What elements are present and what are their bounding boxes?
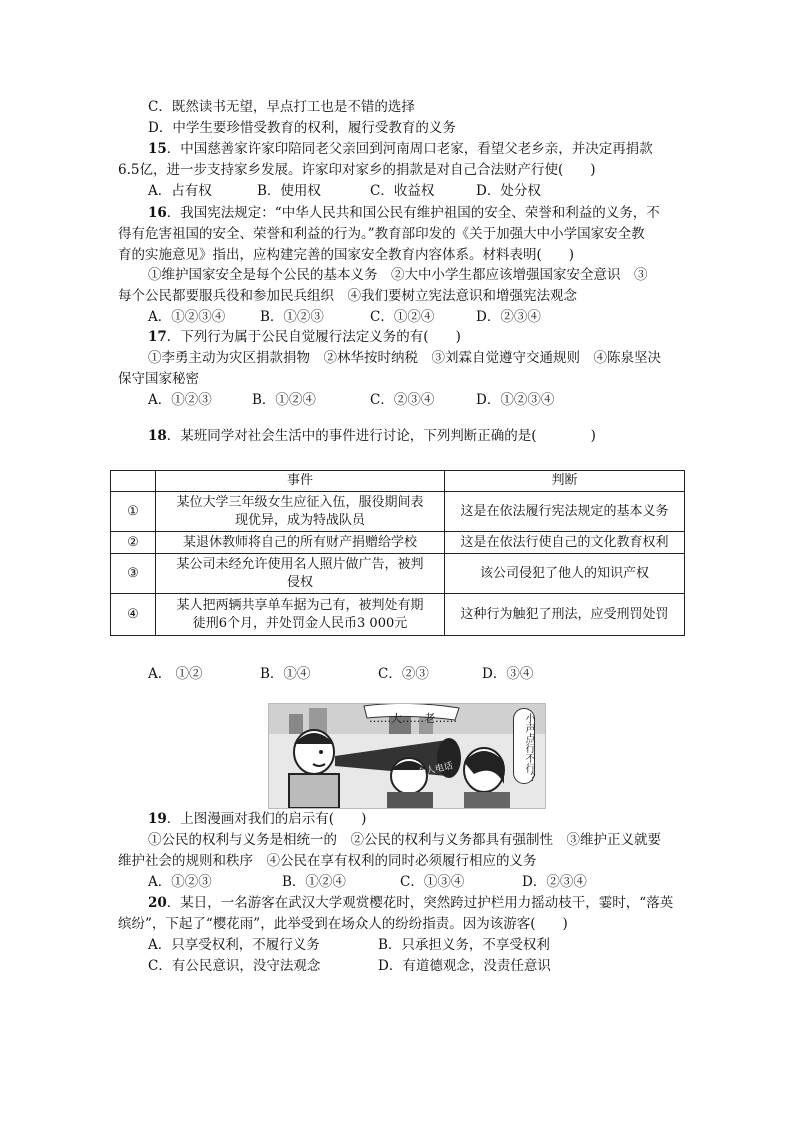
q18-number: 18: [148, 428, 167, 444]
q20-stem-line1: [148, 893, 673, 913]
q20-option-b: B．只承担义务，不享受权利: [378, 937, 550, 953]
q19-stem-line2: ①公民的权利与义务是相统一的 ②公民的权利与义务都具有强制性 ③维护正义就要: [148, 832, 661, 848]
table-header-event: 事件: [156, 471, 445, 492]
row-event: [156, 492, 445, 532]
row-event-line: 某位大学三年级女生应征入伍，服役期间表: [176, 494, 424, 510]
q17-stem-line2: ①李勇主动为灾区捐款捐物 ②林华按时纳税 ③刘霖自觉遵守交通规则 ④陈泉坚决: [148, 350, 661, 366]
row-number: ③: [111, 554, 156, 594]
q16-option-b: B．①②③: [260, 309, 324, 325]
q16-stem-line5: 每个公民都要服兵役和参加民兵组织 ④我们要树立宪法意识和增强宪法观念: [118, 288, 577, 304]
q16-option-c: C．①②④: [370, 309, 435, 325]
table-row: [111, 594, 685, 636]
cartoon-illustration: [268, 703, 546, 809]
table-header-no: [111, 471, 156, 492]
q18-option-c: C．②③: [378, 666, 429, 682]
q19-option-c: C．①③④: [400, 874, 465, 890]
row-judge: 这种行为触犯了刑法，应受刑罚处罚: [445, 594, 685, 636]
table-row: [111, 492, 685, 532]
row-number: ①: [111, 492, 156, 532]
cartoon-vertical-bubble: 小声点行不行？: [513, 708, 535, 784]
q17-option-a: A．①②③: [148, 392, 212, 408]
row-event-line: 某公司未经允许使用名人照片做广告，被判: [176, 556, 424, 572]
q15-option-d: D．处分权: [476, 183, 541, 199]
q17-stem-line3: 保守国家秘密: [118, 371, 199, 387]
q15-option-a: A．占有权: [148, 183, 212, 199]
q18-stem-line1: [148, 426, 596, 446]
q20-stem-line2: 缤纷”，下起了“樱花雨”，此举受到在场众人的纷纷指责。因为该游客( ): [118, 916, 568, 932]
table-header-row: [111, 471, 685, 492]
q18-option-d: D．③④: [482, 666, 534, 682]
q19-stem-line3: 维护社会的规则和秩序 ④公民在享有权利的同时必须履行相应的义务: [118, 853, 537, 869]
q15-option-b: B．使用权: [257, 183, 321, 199]
q16-text-1: ．我国宪法规定：“中华人民共和国公民有维护祖国的安全、荣誉和利益的义务，不: [166, 205, 660, 221]
q17-stem-line1: [148, 327, 461, 347]
row-event-line: 现优异，成为特战队员: [234, 512, 365, 528]
q16-stem-line3: 育的实施意见》指出，应构建完善的国家安全教育内容体系。材料表明( ): [118, 247, 575, 263]
q15-number: 15: [148, 141, 167, 157]
q16-stem-line2: 得有危害祖国的安全、荣誉和利益的行为。”教育部印发的《关于加强大中小学国家安全教: [118, 226, 645, 242]
table-header-judge: 判断: [445, 471, 685, 492]
q19-option-b: B．①②④: [282, 874, 346, 890]
q15-text-1: ．中国慈善家许家印陪同老父亲回到河南周口老家，看望父老乡亲，并决定再捐款: [166, 141, 653, 157]
q16-stem-line4: ①维护国家安全是每个公民的基本义务 ②大中小学生都应该增强国家安全意识 ③: [148, 267, 648, 283]
q15-stem-line1: [148, 139, 653, 159]
q19-number: 19: [148, 811, 167, 827]
row-event: [156, 594, 445, 636]
q19-option-a: A．①②③: [148, 874, 212, 890]
q18-text-1: ．某班同学对社会生活中的事件进行讨论，下列判断正确的是( ): [166, 428, 596, 444]
q20-option-d: D．有道德观念，没责任意识: [378, 958, 551, 974]
q16-stem-line1: [148, 203, 660, 223]
q16-number: 16: [148, 205, 167, 221]
q18-table: [110, 470, 685, 636]
q17-number: 17: [148, 329, 167, 345]
q17-option-d: D．①②③④: [476, 392, 555, 408]
q18-option-b: B．①④: [260, 666, 311, 682]
row-event-line: 某人把两辆共享单车据为己有，被判处有期: [176, 597, 424, 613]
table-row: [111, 554, 685, 594]
q19-text-1: ．上图漫画对我们的启示有( ): [166, 811, 367, 827]
q19-option-d: D．②③④: [522, 874, 587, 890]
row-event-line: 侵权: [286, 574, 313, 590]
q20-text-1: ．某日，一名游客在武汉大学观赏樱花时，突然跨过护栏用力摇动枝干，霎时，“落英: [166, 895, 674, 911]
q15-stem-line2: 6.5亿，进一步支持家乡发展。许家印对家乡的捐款是对自己合法财产行使( ): [118, 162, 596, 178]
cartoon-bubble-text: ……大……老……: [369, 712, 457, 725]
table-row: [111, 532, 685, 554]
q17-option-b: B．①②④: [252, 392, 316, 408]
q20-number: 20: [148, 895, 167, 911]
q16-option-d: D．②③④: [476, 309, 541, 325]
row-number: ④: [111, 594, 156, 636]
row-event: [156, 532, 445, 554]
q17-text-1: ．下列行为属于公民自觉履行法定义务的有( ): [166, 329, 461, 345]
row-event: [156, 554, 445, 594]
row-number: ②: [111, 532, 156, 554]
row-event-line: 某退休教师将自己的所有财产捐赠给学校: [182, 534, 417, 550]
row-event-line: 徒刑6个月，并处罚金人民币3 000元: [192, 615, 408, 631]
q19-stem-line1: [148, 809, 366, 829]
q14-option-c: C．既然读书无望，早点打工也是不错的选择: [148, 99, 415, 115]
row-judge: 这是在依法履行宪法规定的基本义务: [445, 492, 685, 532]
q14-option-d: D．中学生要珍惜受教育的权利，履行受教育的义务: [148, 120, 456, 136]
q17-option-c: C．②③④: [370, 392, 435, 408]
cartoon-megaphone-label: 个人电话: [416, 761, 454, 779]
row-judge: 这是在依法行使自己的文化教育权利: [445, 532, 685, 554]
q15-option-c: C．收益权: [370, 183, 435, 199]
q20-option-a: A．只享受权利，不履行义务: [148, 937, 320, 953]
q20-option-c: C．有公民意识，没守法观念: [148, 958, 321, 974]
row-judge: 该公司侵犯了他人的知识产权: [445, 554, 685, 594]
q16-option-a: A．①②③④: [148, 309, 226, 325]
q18-option-a: A. ①②: [148, 666, 203, 682]
